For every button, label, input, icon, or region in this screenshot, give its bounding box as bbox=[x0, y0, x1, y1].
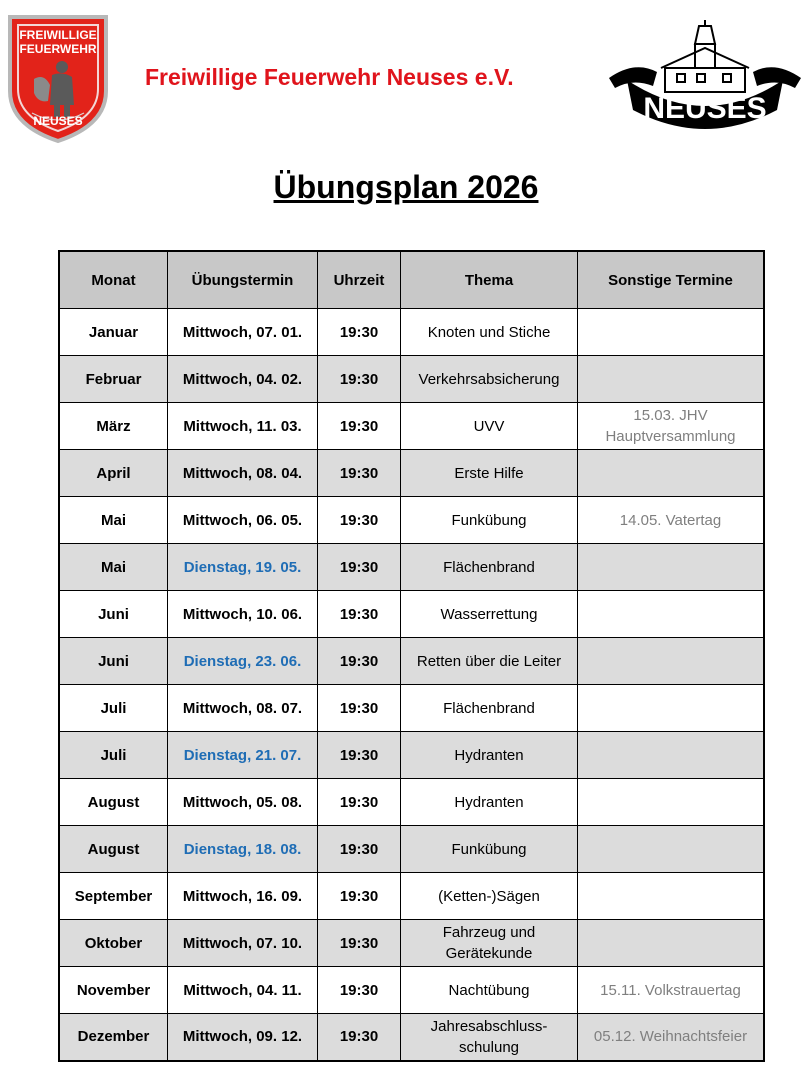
cell-uhrzeit: 19:30 bbox=[318, 544, 401, 591]
cell-sonstige-termine: 15.11. Volkstrauertag bbox=[578, 967, 765, 1014]
cell-thema: Wasserrettung bbox=[401, 591, 578, 638]
table-row bbox=[59, 826, 764, 873]
cell-uhrzeit: 19:30 bbox=[318, 356, 401, 403]
cell-thema: Funkübung bbox=[401, 826, 578, 873]
table-row bbox=[59, 873, 764, 920]
cell-monat: Juli bbox=[59, 685, 168, 732]
cell-uebungstermin: Dienstag, 19. 05. bbox=[168, 544, 318, 591]
table-row bbox=[59, 309, 764, 356]
cell-uebungstermin: Dienstag, 18. 08. bbox=[168, 826, 318, 873]
cell-sonstige-termine: 05.12. Weihnachtsfeier bbox=[578, 1014, 765, 1061]
page-title: Übungsplan 2026 bbox=[273, 169, 539, 205]
cell-sonstige-termine bbox=[578, 450, 765, 497]
cell-thema: Knoten und Stiche bbox=[401, 309, 578, 356]
cell-sonstige-termine bbox=[578, 591, 765, 638]
badge-top-text-1: FREIWILLIGE bbox=[19, 28, 97, 42]
cell-sonstige-termine bbox=[578, 873, 765, 920]
cell-uebungstermin: Mittwoch, 07. 10. bbox=[168, 920, 318, 967]
fire-brigade-badge-logo bbox=[4, 13, 112, 145]
cell-uebungstermin: Dienstag, 23. 06. bbox=[168, 638, 318, 685]
cell-thema: Hydranten bbox=[401, 732, 578, 779]
cell-monat: Januar bbox=[59, 309, 168, 356]
table-row bbox=[59, 591, 764, 638]
logo-banner-text: NEUSES bbox=[643, 92, 767, 125]
cell-sonstige-termine bbox=[578, 732, 765, 779]
cell-monat: Oktober bbox=[59, 920, 168, 967]
cell-uhrzeit: 19:30 bbox=[318, 638, 401, 685]
cell-uebungstermin: Mittwoch, 11. 03. bbox=[168, 403, 318, 450]
table-row bbox=[59, 403, 764, 450]
cell-uhrzeit: 19:30 bbox=[318, 450, 401, 497]
cell-uebungstermin: Mittwoch, 07. 01. bbox=[168, 309, 318, 356]
cell-uebungstermin: Mittwoch, 06. 05. bbox=[168, 497, 318, 544]
badge-top-text-2: FEUERWEHR bbox=[19, 42, 97, 56]
cell-monat: August bbox=[59, 779, 168, 826]
table-row bbox=[59, 356, 764, 403]
table-row bbox=[59, 1014, 764, 1061]
table-row bbox=[59, 638, 764, 685]
cell-uebungstermin: Dienstag, 21. 07. bbox=[168, 732, 318, 779]
neuses-village-logo bbox=[605, 14, 805, 132]
table-row bbox=[59, 920, 764, 967]
cell-sonstige-termine: 14.05. Vatertag bbox=[578, 497, 765, 544]
cell-monat: Juni bbox=[59, 638, 168, 685]
cell-uhrzeit: 19:30 bbox=[318, 967, 401, 1014]
cell-sonstige-termine bbox=[578, 356, 765, 403]
table-row bbox=[59, 450, 764, 497]
cell-monat: Mai bbox=[59, 497, 168, 544]
column-header-sonstige-termine: Sonstige Termine bbox=[578, 251, 765, 309]
cell-thema: Verkehrsabsicherung bbox=[401, 356, 578, 403]
cell-uhrzeit: 19:30 bbox=[318, 685, 401, 732]
cell-uhrzeit: 19:30 bbox=[318, 732, 401, 779]
cell-uebungstermin: Mittwoch, 04. 02. bbox=[168, 356, 318, 403]
cell-sonstige-termine bbox=[578, 779, 765, 826]
cell-uhrzeit: 19:30 bbox=[318, 591, 401, 638]
cell-thema: Nachtübung bbox=[401, 967, 578, 1014]
column-header-uhrzeit: Uhrzeit bbox=[318, 251, 401, 309]
cell-monat: August bbox=[59, 826, 168, 873]
table-row bbox=[59, 685, 764, 732]
cell-thema: Flächenbrand bbox=[401, 685, 578, 732]
cell-thema: UVV bbox=[401, 403, 578, 450]
cell-uhrzeit: 19:30 bbox=[318, 403, 401, 450]
cell-monat: Februar bbox=[59, 356, 168, 403]
cell-monat: April bbox=[59, 450, 168, 497]
cell-uhrzeit: 19:30 bbox=[318, 826, 401, 873]
cell-uebungstermin: Mittwoch, 05. 08. bbox=[168, 779, 318, 826]
table-row bbox=[59, 497, 764, 544]
cell-sonstige-termine bbox=[578, 826, 765, 873]
training-schedule-table bbox=[58, 250, 765, 1062]
cell-monat: Dezember bbox=[59, 1014, 168, 1061]
cell-uebungstermin: Mittwoch, 04. 11. bbox=[168, 967, 318, 1014]
cell-sonstige-termine bbox=[578, 309, 765, 356]
table-row bbox=[59, 732, 764, 779]
cell-uhrzeit: 19:30 bbox=[318, 497, 401, 544]
cell-thema: Erste Hilfe bbox=[401, 450, 578, 497]
cell-sonstige-termine bbox=[578, 685, 765, 732]
cell-sonstige-termine: 15.03. JHV Hauptversammlung bbox=[578, 403, 765, 450]
cell-uebungstermin: Mittwoch, 09. 12. bbox=[168, 1014, 318, 1061]
cell-thema: Fahrzeug und Gerätekunde bbox=[401, 920, 578, 967]
cell-sonstige-termine bbox=[578, 544, 765, 591]
cell-thema: Jahresabschluss- schulung bbox=[401, 1014, 578, 1061]
cell-thema: Retten über die Leiter bbox=[401, 638, 578, 685]
cell-monat: Mai bbox=[59, 544, 168, 591]
table-row bbox=[59, 967, 764, 1014]
cell-thema: Funkübung bbox=[401, 497, 578, 544]
cell-thema: Hydranten bbox=[401, 779, 578, 826]
cell-uebungstermin: Mittwoch, 10. 06. bbox=[168, 591, 318, 638]
cell-uhrzeit: 19:30 bbox=[318, 873, 401, 920]
cell-sonstige-termine bbox=[578, 920, 765, 967]
cell-uhrzeit: 19:30 bbox=[318, 1014, 401, 1061]
table-row bbox=[59, 544, 764, 591]
cell-monat: November bbox=[59, 967, 168, 1014]
cell-sonstige-termine bbox=[578, 638, 765, 685]
cell-uebungstermin: Mittwoch, 16. 09. bbox=[168, 873, 318, 920]
cell-monat: Juli bbox=[59, 732, 168, 779]
cell-uebungstermin: Mittwoch, 08. 04. bbox=[168, 450, 318, 497]
organization-title: Freiwillige Feuerwehr Neuses e.V. bbox=[145, 64, 514, 90]
cell-monat: Juni bbox=[59, 591, 168, 638]
column-header-uebungstermin: Übungstermin bbox=[168, 251, 318, 309]
cell-uebungstermin: Mittwoch, 08. 07. bbox=[168, 685, 318, 732]
badge-bottom-text: NEUSES bbox=[33, 114, 83, 128]
table-header-row bbox=[59, 251, 764, 309]
cell-thema: Flächenbrand bbox=[401, 544, 578, 591]
cell-thema: (Ketten-)Sägen bbox=[401, 873, 578, 920]
cell-uhrzeit: 19:30 bbox=[318, 309, 401, 356]
table-row bbox=[59, 779, 764, 826]
cell-monat: März bbox=[59, 403, 168, 450]
cell-uhrzeit: 19:30 bbox=[318, 779, 401, 826]
table-body bbox=[59, 309, 764, 1061]
column-header-monat: Monat bbox=[59, 251, 168, 309]
column-header-thema: Thema bbox=[401, 251, 578, 309]
cell-uhrzeit: 19:30 bbox=[318, 920, 401, 967]
cell-monat: September bbox=[59, 873, 168, 920]
